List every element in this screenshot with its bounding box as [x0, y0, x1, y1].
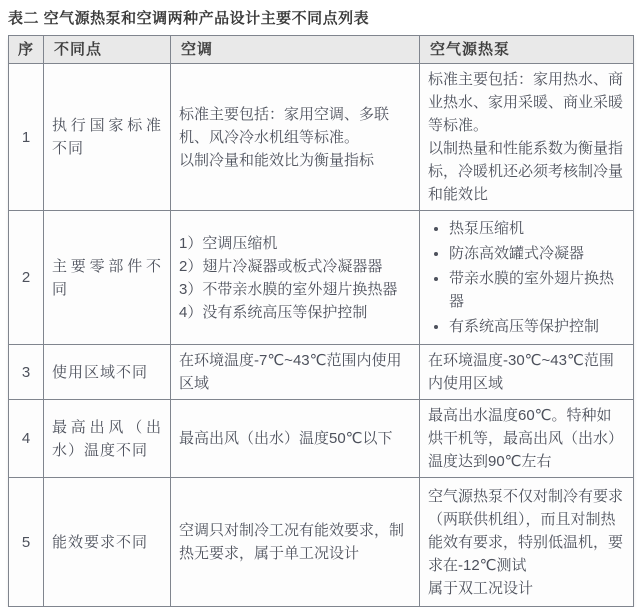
row1-hp-cell	[420, 64, 634, 211]
row1-ac-para1: 标准主要包括：家用空调、多联机、风冷冷水机组等标准。	[179, 105, 390, 146]
header-row	[9, 36, 634, 64]
row2-ac-item3: 3）不带亲水膜的室外翅片换热器	[179, 280, 398, 298]
comparison-table	[8, 35, 634, 607]
row4-ac-cell	[171, 400, 420, 478]
row4-difference: 最高出风（出水）温度不同	[44, 400, 171, 478]
header-heat-pump: 空气源热泵	[420, 36, 634, 64]
table-row	[9, 211, 634, 345]
table-row	[9, 478, 634, 607]
header-seq: 序	[9, 36, 44, 64]
row4-hp-para: 最高出水温度60℃。特种如烘干机等，最高出风（出水）温度达到90℃左右	[428, 407, 624, 470]
row2-difference: 主要零部件不同	[44, 211, 171, 345]
row5-hp-cell	[420, 478, 634, 607]
table-title: 表二 空气源热泵和空调两种产品设计主要不同点列表	[8, 10, 370, 27]
row2-hp-bullet1: • 热泵压缩机	[449, 217, 625, 240]
row4-seq: 4	[9, 400, 44, 478]
row2-ac-item4: 4）没有系统高压等保护控制	[179, 303, 368, 321]
row1-ac-para2: 以制冷量和能效比为衡量指标	[179, 151, 375, 169]
header-difference: 不同点	[44, 36, 171, 64]
row5-ac-cell	[171, 478, 420, 607]
row2-hp-cell	[420, 211, 634, 345]
row3-seq: 3	[9, 345, 44, 400]
header-air-conditioner: 空调	[171, 36, 420, 64]
row1-hp-para1: 标准主要包括：家用热水、商业热水、家用采暖、商业采暖等标准。	[428, 71, 624, 134]
row1-hp-para2: 以制热量和性能系数为衡量指标，冷暖机还必须考核制冷量和能效比	[428, 140, 624, 203]
table-row	[9, 400, 634, 478]
row5-hp-para1: 空气源热泵不仅对制冷有要求（两联供机组），而且对制热能效有要求，特别低温机，要求在-12℃测试	[428, 487, 624, 574]
row1-difference: 执行国家标准不同	[44, 64, 171, 211]
row2-ac-item1: 1）空调压缩机	[179, 234, 278, 252]
table-row	[9, 64, 634, 211]
row3-difference: 使用区域不同	[44, 345, 171, 400]
row1-ac-cell	[171, 64, 420, 211]
row2-hp-bullet3: • 带亲水膜的室外翅片换热器	[449, 267, 625, 313]
row4-ac-para: 最高出风（出水）温度50℃以下	[179, 430, 393, 447]
row5-difference: 能效要求不同	[44, 478, 171, 607]
row2-hp-bullet4: • 有系统高压等保护控制	[449, 315, 625, 338]
row2-ac-item2: 2）翅片冷凝器或板式冷凝器器	[179, 257, 383, 275]
row2-seq: 2	[9, 211, 44, 345]
row1-seq: 1	[9, 64, 44, 211]
row3-hp-para: 在环境温度-30℃~43℃范围内使用区域	[428, 352, 614, 392]
row3-ac-para: 在环境温度-7℃~43℃范围内使用区域	[179, 352, 402, 392]
row3-hp-cell	[420, 345, 634, 400]
row2-hp-bullet2: • 防冻高效罐式冷凝器	[449, 242, 625, 265]
row2-hp-bullet-list	[428, 217, 625, 338]
table-row	[9, 345, 634, 400]
row5-seq: 5	[9, 478, 44, 607]
row5-ac-para: 空调只对制冷工况有能效要求，制热无要求，属于单工况设计	[179, 522, 405, 562]
row3-ac-cell	[171, 345, 420, 400]
row4-hp-cell	[420, 400, 634, 478]
row2-ac-cell	[171, 211, 420, 345]
row5-hp-para2: 属于双工况设计	[428, 579, 534, 597]
